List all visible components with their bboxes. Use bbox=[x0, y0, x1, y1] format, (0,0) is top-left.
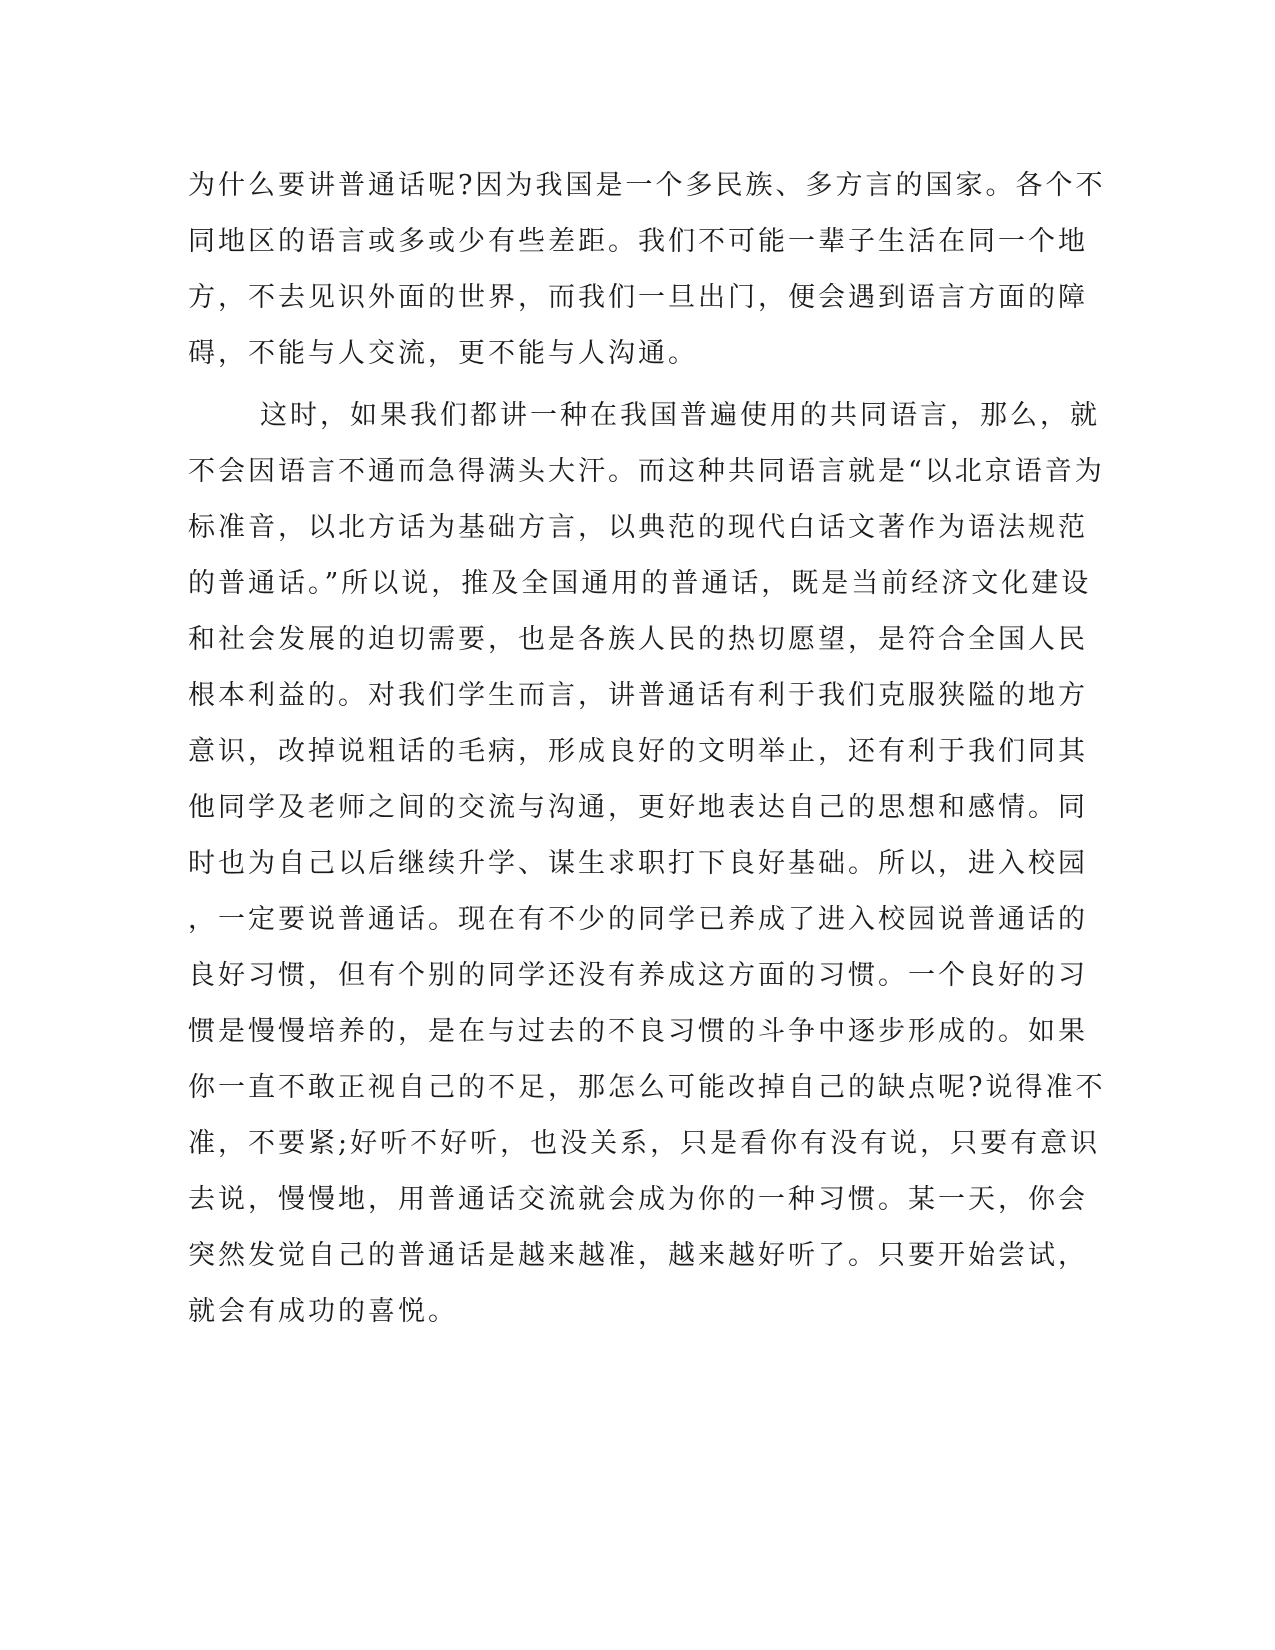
text-line: 根本利益的。对我们学生而言，讲普通话有利于我们克服狭隘的地方 bbox=[188, 680, 1088, 711]
text-line: 准，不要紧;好听不好听，也没关系，只是看你有没有说，只要有意识 bbox=[188, 1128, 1101, 1159]
paragraph-1 bbox=[188, 158, 1106, 382]
text-line: 就会有成功的喜悦。 bbox=[188, 1296, 458, 1327]
text-line: 良好习惯，但有个别的同学还没有养成这方面的习惯。一个良好的习 bbox=[188, 960, 1088, 991]
text-line: 突然发觉自己的普通话是越来越准，越来越好听了。只要开始尝试， bbox=[188, 1240, 1088, 1271]
text-line: 方，不去见识外面的世界，而我们一旦出门，便会遇到语言方面的障 bbox=[188, 282, 1088, 313]
text-line: 和社会发展的迫切需要，也是各族人民的热切愿望，是符合全国人民 bbox=[188, 624, 1088, 655]
text-line: 碍，不能与人交流，更不能与人沟通。 bbox=[188, 338, 698, 369]
text-line: 同地区的语言或多或少有些差距。我们不可能一辈子生活在同一个地 bbox=[188, 226, 1088, 257]
text-line: 不会因语言不通而急得满头大汗。而这种共同语言就是“以北京语音为 bbox=[188, 456, 1105, 487]
text-line: 标准音，以北方话为基础方言，以典范的现代白话文著作为语法规范 bbox=[188, 512, 1088, 543]
text-line: 的普通话。”所以说，推及全国通用的普通话，既是当前经济文化建设 bbox=[188, 568, 1092, 599]
text-line: 你一直不敢正视自己的不足，那怎么可能改掉自己的缺点呢?说得准不 bbox=[188, 1072, 1106, 1103]
text-line: 意识，改掉说粗话的毛病，形成良好的文明举止，还有利于我们同其 bbox=[188, 736, 1088, 767]
text-line: 时也为自己以后继续升学、谋生求职打下良好基础。所以，进入校园 bbox=[188, 848, 1088, 879]
text-line: ，一定要说普通话。现在有不少的同学已养成了进入校园说普通话的 bbox=[188, 904, 1088, 935]
text-line: 这时，如果我们都讲一种在我国普遍使用的共同语言，那么，就 bbox=[260, 400, 1100, 431]
body-text bbox=[188, 158, 1106, 1340]
text-line: 惯是慢慢培养的，是在与过去的不良习惯的斗争中逐步形成的。如果 bbox=[188, 1016, 1088, 1047]
paragraph-2 bbox=[188, 388, 1106, 1340]
text-line: 他同学及老师之间的交流与沟通，更好地表达自己的思想和感情。同 bbox=[188, 792, 1088, 823]
text-line: 为什么要讲普通话呢?因为我国是一个多民族、多方言的国家。各个不 bbox=[188, 170, 1106, 201]
text-line: 去说，慢慢地，用普通话交流就会成为你的一种习惯。某一天，你会 bbox=[188, 1184, 1088, 1215]
